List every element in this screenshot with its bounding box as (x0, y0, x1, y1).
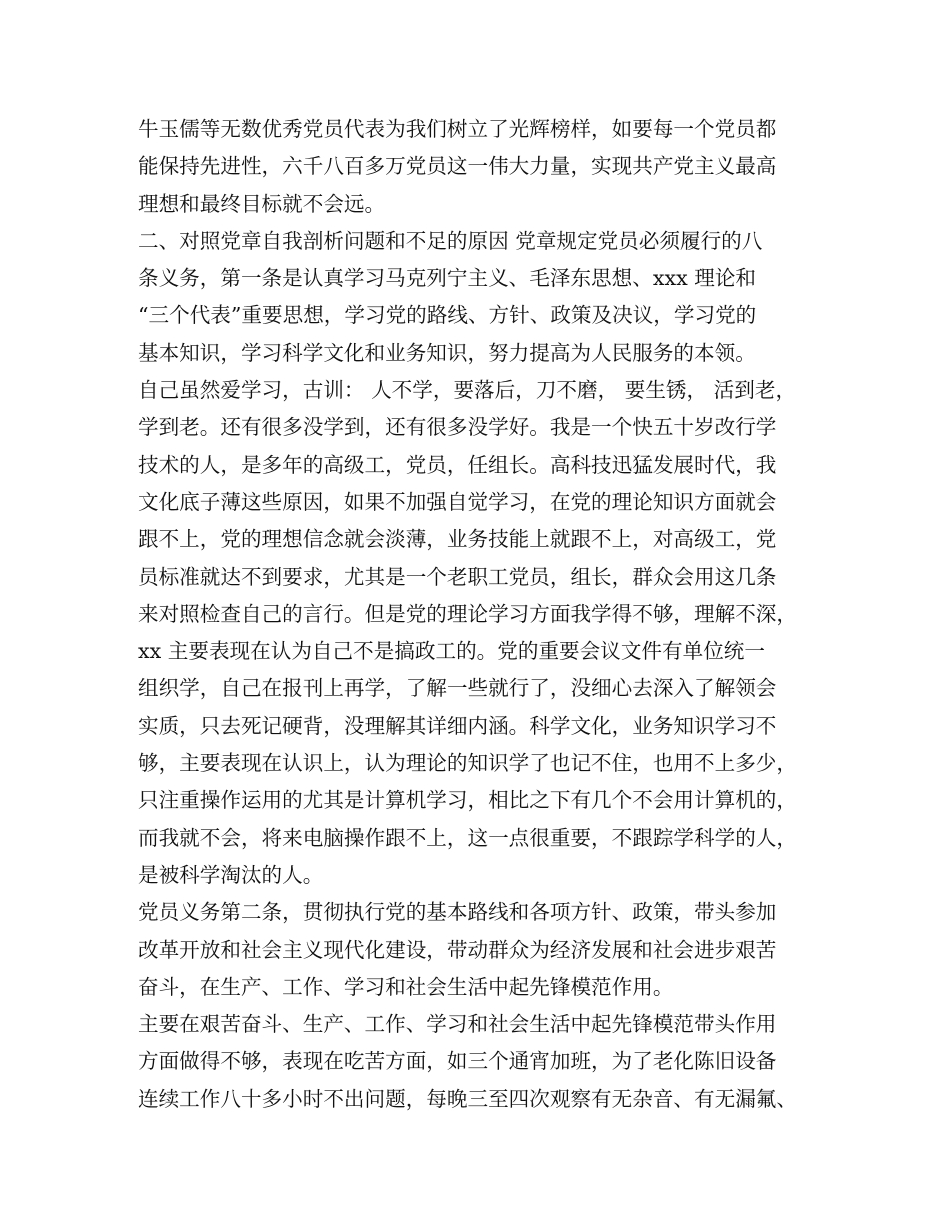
text-line: 够，主要表现在认识上，认为理论的知识学了也记不住，也用不上多少， (138, 751, 797, 776)
text-line: 改革开放和社会主义现代化建设，带动群众为经济发展和社会进步艰苦 (138, 937, 777, 962)
text-line: 主要在艰苦奋斗、生产、工作、学习和社会生活中起先锋模范带头作用 (138, 1012, 777, 1037)
text-line: 牛玉儒等无数优秀党员代表为我们树立了光辉榜样，如要每一个党员都 (138, 117, 777, 141)
text-line: 组织学，自己在报刊上再学，了解一些就行了，没细心去深入了解领会 (138, 676, 777, 701)
text-line: 理想和最终目标就不会远。 (138, 191, 386, 216)
text-line: 奋斗，在生产、工作、学习和社会生活中起先锋模范作用。 (138, 974, 674, 999)
text-line: 基本知识，学习科学文化和业务知识，努力提高为人民服务的本领。 (138, 340, 756, 365)
text-line: xx 主要表现在认为自己不是搞政工的。党的重要会议文件有单位统一 (138, 639, 765, 664)
text-line: 方面做得不够，表现在吃苦方面，如三个通宵加班，为了老化陈旧设备 (138, 1049, 777, 1074)
text-line: 党员义务第二条，贯彻执行党的基本路线和各项方针、政策，带头参加 (138, 900, 777, 925)
document-body (138, 111, 828, 1118)
text-line: 只注重操作运用的尤其是计算机学习，相比之下有几个不会用计算机的， (138, 788, 797, 813)
text-line: 而我就不会，将来电脑操作跟不上，这一点很重要，不跟踪学科学的人， (138, 825, 797, 850)
text-line: 员标准就达不到要求，尤其是一个老职工党员，组长，群众会用这几条 (138, 564, 777, 589)
text-line: 是被科学淘汰的人。 (138, 862, 324, 887)
text-line: 学到老。还有很多没学到，还有很多没学好。我是一个快五十岁改行学 (138, 415, 777, 440)
text-line: 能保持先进性，六千八百多万党员这一伟大力量，实现共产党主义最高 (138, 154, 777, 179)
text-line: 技术的人，是多年的高级工，党员，任组长。高科技迅猛发展时代，我 (138, 452, 777, 477)
text-line: 连续工作八十多小时不出问题，每晚三至四次观察有无杂音、有无漏氟、 (138, 1086, 797, 1111)
text-line: 自己虽然爱学习，古训： 人不学，要落后，刀不磨， 要生锈， 活到老， (138, 378, 797, 403)
text-line: 文化底子薄这些原因，如果不加强自觉学习，在党的理论知识方面就会 (138, 489, 777, 514)
text-line: 二、对照党章自我剖析问题和不足的原因 党章规定党员必须履行的八 (138, 228, 763, 253)
text-line: 实质，只去死记硬背，没理解其详细内涵。科学文化，业务知识学习不 (138, 713, 777, 738)
text-line: 条义务，第一条是认真学习马克列宁主义、毛泽东思想、xxx 理论和 (138, 266, 757, 291)
text-line: 来对照检查自己的言行。但是党的理论学习方面我学得不够，理解不深， (138, 601, 797, 626)
text-line: 跟不上，党的理想信念就会淡薄，业务技能上就跟不上，对高级工，党 (138, 527, 777, 552)
text-line: “三个代表”重要思想，学习党的路线、方针、政策及决议，学习党的 (138, 303, 757, 328)
